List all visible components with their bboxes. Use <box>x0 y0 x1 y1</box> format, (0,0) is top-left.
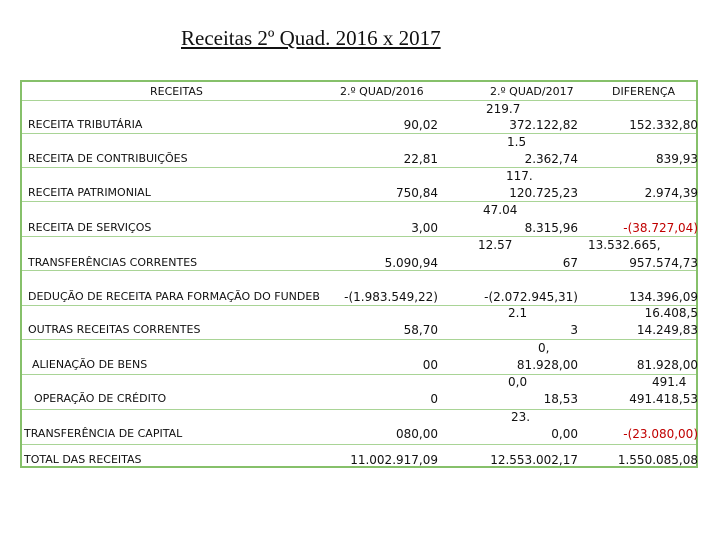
row-label: RECEITA TRIBUTÁRIA <box>28 118 143 131</box>
value-2017: 2.362,74 <box>524 152 578 166</box>
header-2017: 2.º QUAD/2017 <box>490 85 574 98</box>
value-diferenca: -(38.727,04) <box>623 221 698 235</box>
row-label: TRANSFERÊNCIA DE CAPITAL <box>24 427 183 440</box>
value-2016: 3,00 <box>411 221 438 235</box>
value-2016: 22,81 <box>403 152 438 166</box>
value-diferenca: 152.332,80 <box>629 118 698 132</box>
page-title: Receitas 2º Quad. 2016 x 2017 <box>181 26 441 50</box>
value-2016: 90,02 <box>403 118 438 132</box>
value-diferenca: 134.396,09 <box>629 290 698 304</box>
value-diferenca: 81.928,00 <box>636 358 698 372</box>
row-label: OPERAÇÃO DE CRÉDITO <box>34 392 167 405</box>
value-diferenca-part: 491.4 <box>652 375 687 389</box>
row-label: TRANSFERÊNCIAS CORRENTES <box>28 256 198 269</box>
value-2016: -(1.983.549,22) <box>344 290 438 304</box>
value-2017-part: 2.1 <box>508 306 528 320</box>
header-receitas: RECEITAS <box>150 85 203 98</box>
row-divider <box>22 409 696 410</box>
value-diferenca-part: 13.532.665, <box>588 238 661 252</box>
value-2017: -(2.072.945,31) <box>484 290 578 304</box>
row-divider <box>22 444 696 445</box>
value-2017: 3 <box>570 323 578 337</box>
row-divider <box>22 201 696 202</box>
value-2017-part: 0, <box>538 341 550 355</box>
value-2017: 120.725,23 <box>509 186 578 200</box>
total-label: TOTAL DAS RECEITAS <box>24 453 142 466</box>
row-divider <box>22 133 696 134</box>
value-2017: 81.928,00 <box>516 358 578 372</box>
row-label: DEDUÇÃO DE RECEITA PARA FORMAÇÃO DO FUNDEB <box>28 290 320 303</box>
header-diferenca: DIFERENÇA <box>612 85 676 98</box>
value-diferenca: 14.249,83 <box>636 323 698 337</box>
value-diferenca-part: 16.408,5 <box>644 306 698 320</box>
row-divider <box>22 374 696 375</box>
value-2017: 18,53 <box>543 392 578 406</box>
value-2017: 372.122,82 <box>509 118 578 132</box>
value-2017-part: 23. <box>511 410 531 424</box>
value-2017: 0,00 <box>551 427 578 441</box>
value-2017-part: 12.57 <box>478 238 513 252</box>
value-2017-part: 219.7 <box>486 102 521 116</box>
value-diferenca: 957.574,73 <box>629 256 698 270</box>
value-2017-part: 1.5 <box>507 135 527 149</box>
value-2016: 080,00 <box>396 427 438 441</box>
row-label: RECEITA PATRIMONIAL <box>28 186 151 199</box>
row-label: RECEITA DE CONTRIBUIÇÕES <box>28 152 188 165</box>
value-2016: 58,70 <box>403 323 438 337</box>
total-2016: 11.002.917,09 <box>350 453 438 467</box>
value-2016: 0 <box>430 392 438 406</box>
value-diferenca: 839,93 <box>656 152 698 166</box>
value-2017-part: 0,0 <box>508 375 528 389</box>
row-divider <box>22 100 696 101</box>
value-diferenca: 491.418,53 <box>629 392 698 406</box>
total-2017: 12.553.002,17 <box>490 453 578 467</box>
row-label: ALIENAÇÃO DE BENS <box>32 358 148 371</box>
value-2017: 67 <box>562 256 578 270</box>
value-2017-part: 117. <box>506 169 533 183</box>
row-divider <box>22 167 696 168</box>
value-2016: 5.090,94 <box>384 256 438 270</box>
value-2016: 00 <box>422 358 438 372</box>
value-diferenca: 2.974,39 <box>644 186 698 200</box>
row-divider <box>22 339 696 340</box>
row-label: RECEITA DE SERVIÇOS <box>28 221 152 234</box>
row-label: OUTRAS RECEITAS CORRENTES <box>28 323 201 336</box>
value-2017: 8.315,96 <box>524 221 578 235</box>
total-diferenca: 1.550.085,08 <box>617 453 698 467</box>
value-2017-part: 47.04 <box>483 203 518 217</box>
value-diferenca: -(23.080,00) <box>623 427 698 441</box>
value-2016: 750,84 <box>396 186 438 200</box>
header-2016: 2.º QUAD/2016 <box>340 85 424 98</box>
row-divider <box>22 305 696 306</box>
